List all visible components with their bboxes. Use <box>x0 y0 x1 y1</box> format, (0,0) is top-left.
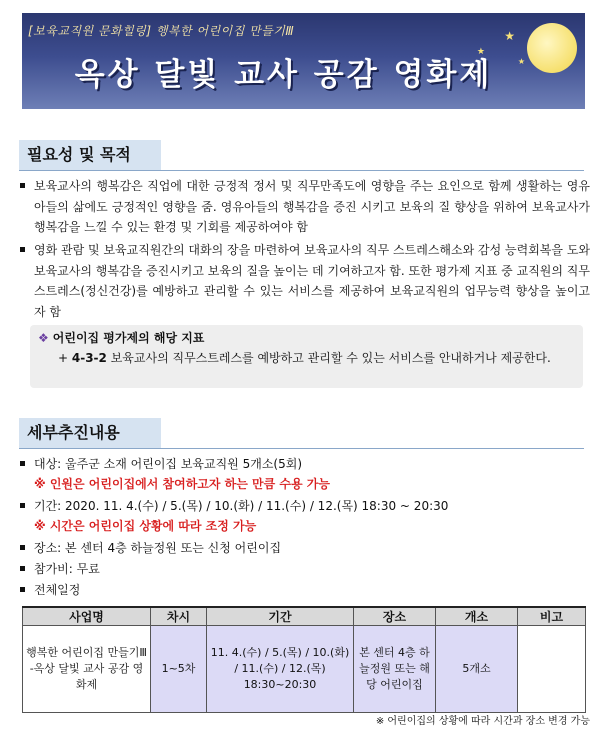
banner-title: 옥상 달빛 교사 공감 영화제 <box>74 57 493 93</box>
column-header: 장소 <box>354 607 436 626</box>
bullet-square-icon <box>20 461 25 466</box>
list-item <box>20 559 590 580</box>
table-header-row <box>23 607 586 626</box>
indicator-text: 보육교사의 직무스트레스를 예방하고 관리할 수 있는 서비스를 안내하거나 제공한다. <box>110 351 551 365</box>
list-item <box>20 538 590 559</box>
list-item <box>20 454 590 475</box>
indicator-item: + 4-3-2 보육교사의 직무스트레스를 예방하고 관리할 수 있는 서비스를 안내하거나 제공한다. <box>58 351 551 365</box>
footnote: ※ 어린이집의 상황에 따라 시간과 장소 변경 가능 <box>375 716 590 727</box>
target-note: ※ 인원은 어린이집에서 참여하고자 하는 만큼 수용 가능 <box>34 477 330 491</box>
column-header: 비고 <box>518 607 586 626</box>
diamond-icon: ❖ <box>38 331 49 345</box>
indicator-title-row <box>38 329 204 346</box>
section-heading-purpose: 필요성 및 목적 <box>19 140 161 170</box>
star-icon: ★ <box>476 47 485 57</box>
bullet-square-icon <box>20 183 25 188</box>
schedule-label: 전체일정 <box>34 583 81 597</box>
divider <box>19 170 584 171</box>
column-header: 사업명 <box>23 607 151 626</box>
banner <box>22 13 585 109</box>
banner-subtitle: [보육교직원 문화힐링] 행복한 어린이집 만들기Ⅲ <box>28 24 295 38</box>
bullet-square-icon <box>20 503 25 508</box>
column-header: 기간 <box>207 607 354 626</box>
star-icon: ★ <box>504 29 515 43</box>
moon-icon <box>527 23 577 73</box>
indicator-code: 4-3-2 <box>71 351 107 365</box>
cell-session: 1~5차 <box>151 626 207 713</box>
bullet-square-icon <box>20 587 25 592</box>
bullet-square-icon <box>20 545 25 550</box>
list-item <box>20 240 590 322</box>
star-icon: ★ <box>517 57 525 66</box>
target-text: 대상: 울주군 소재 어린이집 보육교직원 5개소(5회) <box>34 457 302 471</box>
list-item <box>20 176 590 238</box>
bullet-square-icon <box>20 247 25 252</box>
place-text: 장소: 본 센터 4층 하늘정원 또는 신청 어린이집 <box>34 541 282 555</box>
cell-period: 11. 4.(수) / 5.(목) / 10.(화) / 11.(수) / 12.(목) 18:30~20:30 <box>207 626 354 713</box>
fee-text: 참가비: 무료 <box>34 562 100 576</box>
cell-count: 5개소 <box>436 626 518 713</box>
cell-program-name: 행복한 어린이집 만들기Ⅲ -옥상 달빛 교사 공감 영화제 <box>23 626 151 713</box>
bullet-text: 영화 관람 및 보육교직원간의 대화의 장을 마련하여 보육교사의 직무 스트레스해소와 감성 능력회복을 도와 보육교사의 행복감을 증진시키고 보육의 질을 높이는 데 기여하고자 함. 또한 평가제 지표 중 교직원의 직무스트레스(정신건강)를 예방하고 관리할 수 있는 서비스를 제공하여 보육교직원의 업무능력 향상을 높이고자 함 <box>34 243 590 319</box>
list-item <box>20 580 590 601</box>
indicator-title: 어린이집 평가제의 해당 지표 <box>52 331 205 345</box>
cell-note <box>518 626 586 713</box>
cell-place: 본 센터 4층 하늘정원 또는 해당 어린이집 <box>354 626 436 713</box>
table-row <box>23 626 586 713</box>
period-note: ※ 시간은 어린이집 상황에 따라 조정 가능 <box>34 519 257 533</box>
period-text: 기간: 2020. 11. 4.(수) / 5.(목) / 10.(화) / 11.(수) / 12.(목) 18:30 ~ 20:30 <box>34 499 449 513</box>
column-header: 차시 <box>151 607 207 626</box>
schedule-table <box>22 606 586 713</box>
list-item <box>20 496 590 517</box>
divider <box>19 448 584 449</box>
bullet-text: 보육교사의 행복감은 직업에 대한 긍정적 정서 및 직무만족도에 영향을 주는 요인으로 함께 생활하는 영유아들의 삶에도 긍정적인 영향을 줌. 영유아들의 행복감을 증진 시키고 보육의 질 향상을 위하여 보육교사가 행복감을 느낄 수 있는 환경 및 기회를 제공하여야 함 <box>34 179 590 234</box>
bullet-square-icon <box>20 566 25 571</box>
indicator-box <box>30 325 583 388</box>
section-heading-details: 세부추진내용 <box>19 418 161 448</box>
column-header: 개소 <box>436 607 518 626</box>
